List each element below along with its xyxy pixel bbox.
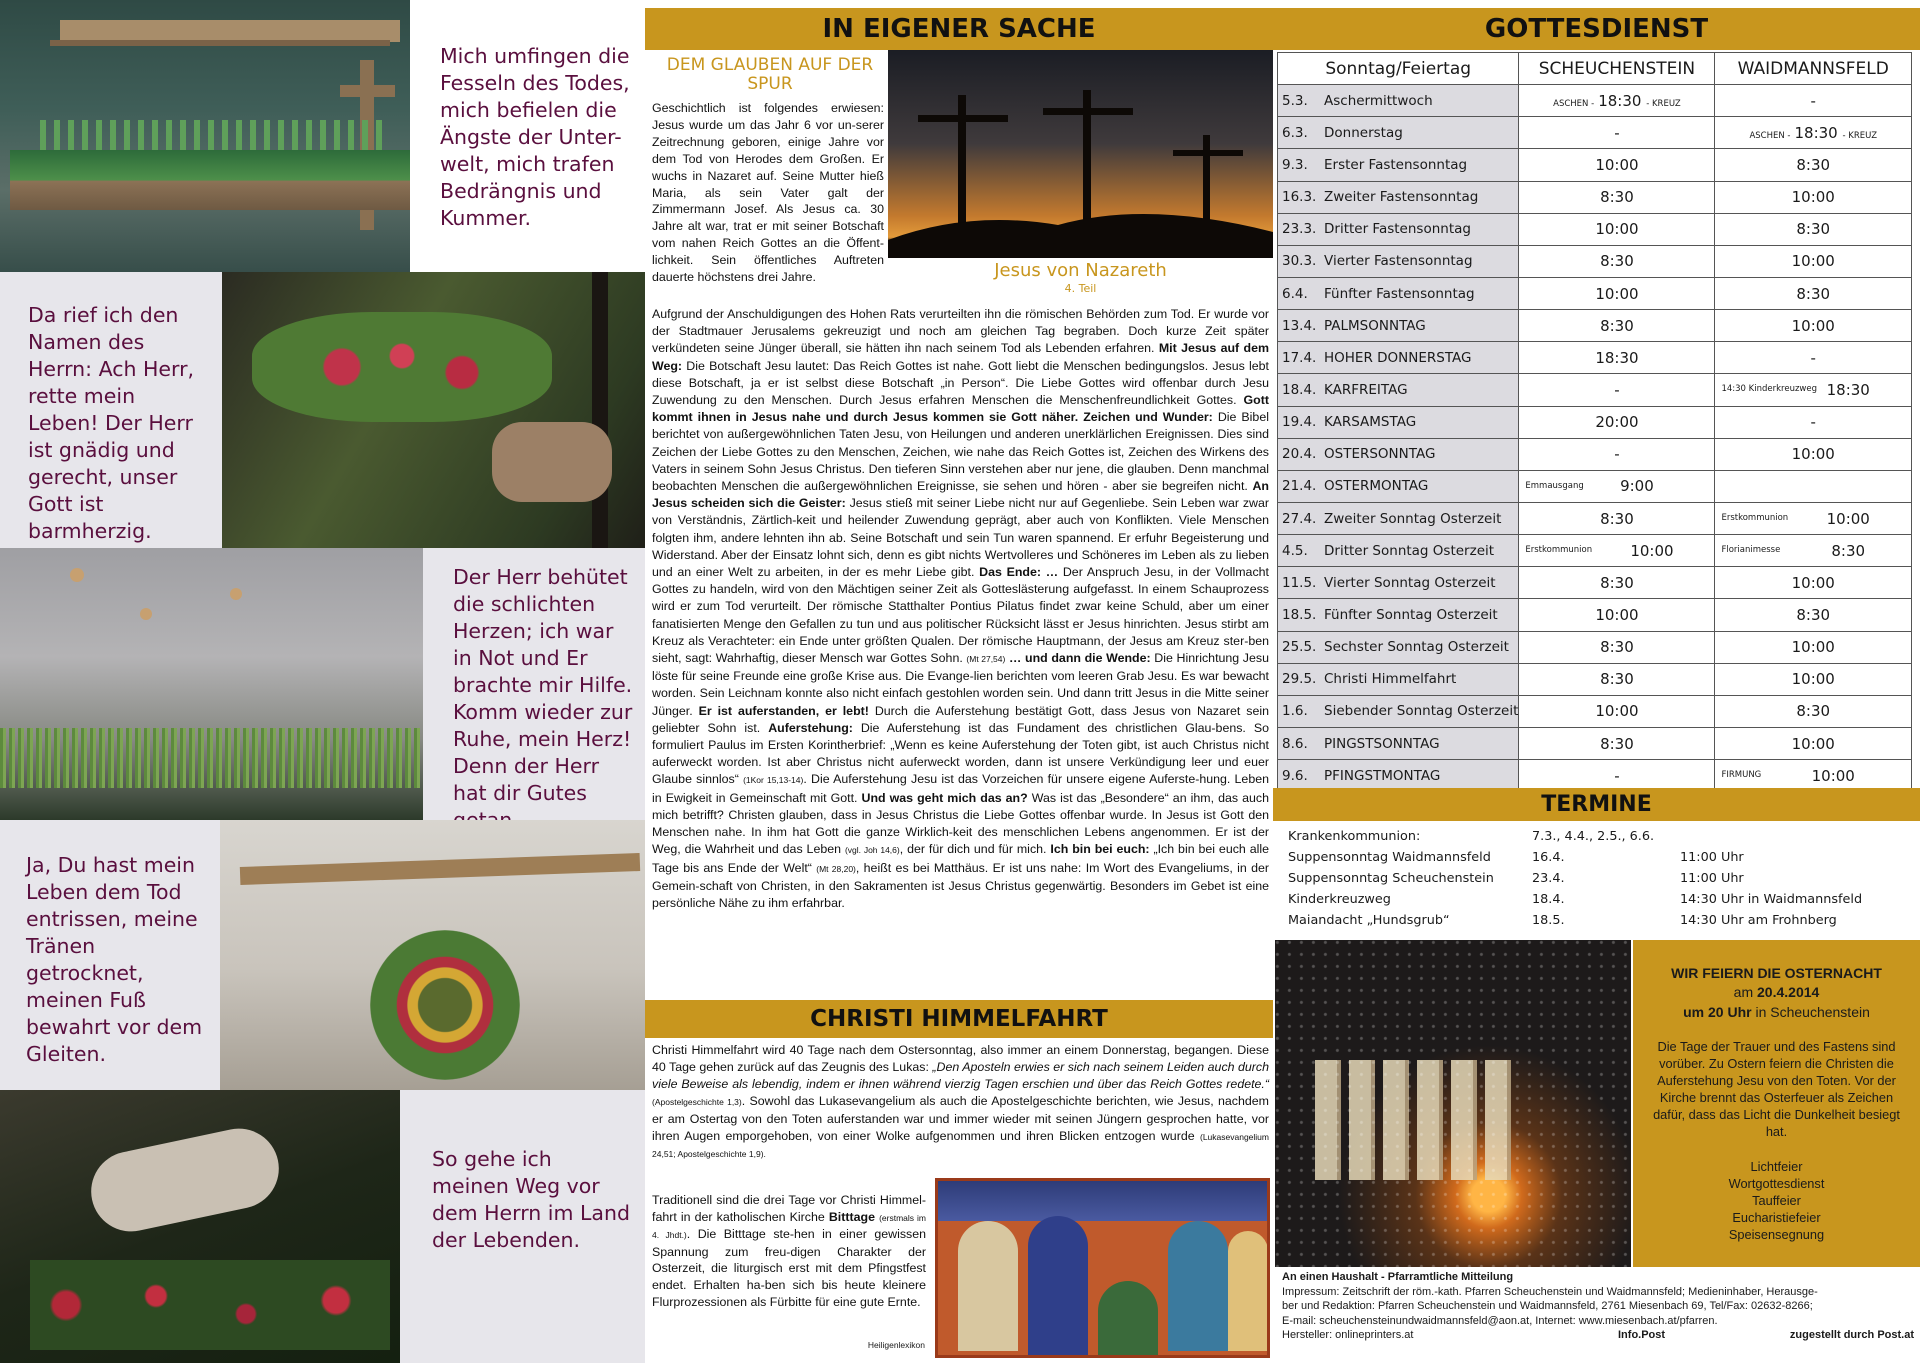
osternacht-list-item: Wortgottesdienst: [1728, 1176, 1825, 1191]
schedule-scheuchenstein: [1519, 470, 1715, 502]
schedule-s-time: 8:30: [1600, 316, 1634, 335]
schedule-w-time: 8:30: [1796, 220, 1831, 239]
schedule-s-time: 18:30: [1595, 348, 1639, 367]
osternacht-list-item: Eucharistiefeier: [1732, 1210, 1821, 1225]
schedule-scheuchenstein: [1519, 663, 1715, 695]
schedule-date: 19.4.: [1282, 414, 1317, 431]
osternacht-am: am: [1733, 984, 1754, 1000]
image-caption-title: Jesus von Nazareth: [994, 260, 1167, 281]
schedule-s-time: 10:00: [1595, 220, 1639, 239]
photo-flower-wreath: [220, 820, 645, 1090]
schedule-scheuchenstein: [1519, 149, 1715, 181]
quote-3: [423, 548, 645, 820]
schedule-waidmannsfeld: [1715, 470, 1912, 502]
schedule-scheuchenstein: [1519, 213, 1715, 245]
schedule-name: Dritter Sonntag Osterzeit: [1324, 542, 1495, 559]
schedule-s-note: Erstkommunion: [1525, 545, 1593, 556]
schedule-w-note: Erstkommunion: [1721, 512, 1789, 523]
article-h6: … und dann die Wende:: [1009, 651, 1151, 666]
schedule-row: [1278, 342, 1912, 374]
schedule-w-time: 10:00: [1791, 316, 1835, 335]
schedule-day: [1278, 502, 1519, 534]
schedule-date: 13.4.: [1282, 317, 1317, 334]
schedule-row: [1278, 567, 1912, 599]
schedule-waidmannsfeld: [1715, 695, 1912, 727]
osternacht-date: [1633, 982, 1920, 1002]
schedule-name: Christi Himmelfahrt: [1324, 671, 1457, 688]
article-main: [652, 306, 1269, 996]
osternacht-place: in Scheuchenstein: [1755, 1004, 1870, 1020]
schedule-waidmannsfeld: [1715, 502, 1912, 534]
schedule-scheuchenstein: [1519, 245, 1715, 277]
photo-easter-fire: [1275, 940, 1631, 1267]
article-h1: Mit Jesus auf dem Weg:: [652, 341, 1269, 373]
termin-time: 14:30 Uhr am Frohnberg: [1680, 913, 1837, 928]
schedule-name: PFINGSTMONTAG: [1324, 767, 1441, 784]
himmelfahrt-ref1: (Apostelgeschichte 1,3): [652, 1096, 742, 1107]
schedule-row: [1278, 438, 1912, 470]
schedule-row: [1278, 631, 1912, 663]
article-h5: Das Ende: …: [979, 565, 1059, 580]
schedule-date: 6.4.: [1282, 285, 1308, 302]
schedule-s-time: -: [1614, 766, 1620, 785]
schedule-s-time: 10:00: [1595, 284, 1639, 303]
photo-three-crosses: [888, 50, 1273, 258]
schedule-w-time: 8:30: [1796, 284, 1831, 303]
schedule-w-time: 8:30: [1796, 155, 1831, 174]
himmelfahrt-p1: [652, 1042, 1269, 1178]
article-p10: Was ist das „Besondere“ an ihm, das auch mich betrifft? Christen glauben, dass in Jesus Christus die Liebe Gottes offenbar wurde. In Jesus ist Gott den Menschen nahe. In ihm hat Gott die ganze Wirklich-keit des menschlichen Lebens angenommen. Er ist der Weg, die Wahrheit und das Leben: [652, 790, 1269, 857]
article-p2: Die Botschaft Jesu lautet: Das Reich Gottes ist nahe. Gott liebt die Menschen bedingungslos. Jesus lebt diese Botschaft, ja er ist selbst diese Botschaft „in Person“. Die Liebe Gottes wird offenbar durch Jesu Zuwendung zu den Menschen. Durch Jesus erfahren Menschen die Menschenfreundlichkeit Gottes.: [652, 358, 1269, 408]
schedule-s-time: 8:30: [1600, 670, 1634, 689]
schedule-day: [1278, 213, 1519, 245]
schedule-scheuchenstein: [1519, 599, 1715, 631]
schedule-date: 25.5.: [1282, 639, 1317, 656]
schedule-s-time: -: [1614, 123, 1620, 142]
schedule-w-time: 8:30: [1796, 605, 1831, 624]
article-intro: [652, 100, 884, 306]
schedule-day: [1278, 406, 1519, 438]
schedule-waidmannsfeld: [1715, 342, 1912, 374]
schedule-waidmannsfeld: [1715, 310, 1912, 342]
schedule-row: [1278, 181, 1912, 213]
schedule-w-time: 8:30: [1831, 541, 1866, 560]
schedule-w-note: 14:30 Kinderkreuzweg: [1721, 384, 1817, 395]
quote-5-text: So gehe ich meinen Weg vor dem Herrn im Land der Lebenden.: [432, 1147, 630, 1252]
quote-5: [400, 1090, 645, 1363]
article-p11: , der für dich und für mich.: [899, 842, 1047, 857]
termin-time: 11:00 Uhr: [1680, 850, 1744, 865]
schedule-day: [1278, 149, 1519, 181]
schedule-name: Dritter Fastensonntag: [1324, 221, 1471, 238]
article-p3: Die Bibel berichtet von außergewöhnlichen Taten Jesu, von Heilungen und anderen unerklärlichen Ereignissen. Dies sind Zeichen der Liebe Gottes zu den Menschen, Zeichen, wie nahe das Reich Gottes ist, Zeichen des Wirkens des Vaters in seinem Sohn Jesus Christus. Den tieferen Sinn verstehen aber nur jene, die glauben. Denn manchmal beobachten Menschen die außergewöhnlichen Ereignisse, sie sehen und hören - aber sie begreifen nicht.: [652, 410, 1269, 494]
himmelfahrt-p1c: . Sowohl das Lukasevangelium als auch die Apostelgeschichte berichten, wie Jesus, nachdem er am Ostertag von den Toten auferstanden war und immer wieder mit seinen Jüngern gesprochen hatte, vor ihren Augen emporgehoben, von einer Wolke aufgenommen und ihren Blicken entzogen wurde: [652, 1093, 1269, 1143]
schedule-w-time: 18:30: [1794, 123, 1838, 142]
schedule-row: [1278, 374, 1912, 406]
schedule-scheuchenstein: [1519, 567, 1715, 599]
schedule-row: [1278, 695, 1912, 727]
schedule-name: PALMSONNTAG: [1324, 317, 1426, 334]
schedule-name: Zweiter Fastensonntag: [1324, 189, 1479, 206]
schedule-s-time: -: [1614, 380, 1620, 399]
schedule-name: Zweiter Sonntag Osterzeit: [1324, 510, 1502, 527]
termin-date: 18.5.: [1532, 913, 1565, 928]
schedule-date: 16.3.: [1282, 189, 1317, 206]
schedule-scheuchenstein: [1519, 695, 1715, 727]
article-p12: „Ich bin bei euch alle Tage bis ans Ende der Welt“: [652, 842, 1270, 875]
himmelfahrt-source: Heiligenlexikon: [867, 1340, 925, 1350]
himmelfahrt-p1b: „Den Aposteln erwies er sich nach seinem Leiden auch durch viele Beweise als lebendig, indem er ihnen während vierzig Tagen erschien und über das Reich Gottes redete.“: [652, 1059, 1270, 1091]
schedule-date: 5.3.: [1282, 92, 1308, 109]
schedule-name: Donnerstag: [1324, 124, 1403, 141]
schedule-date: 27.4.: [1282, 510, 1317, 527]
schedule-scheuchenstein: [1519, 727, 1715, 759]
schedule-name: Fünfter Fastensonntag: [1324, 285, 1475, 302]
schedule-s-time: 8:30: [1600, 638, 1634, 657]
schedule-row: [1278, 310, 1912, 342]
schedule-s-time: 9:00: [1620, 477, 1654, 496]
termin-date: 7.3., 4.4., 2.5., 6.6.: [1532, 829, 1655, 844]
schedule-name: KARFREITAG: [1324, 381, 1408, 398]
schedule-s-post: - KREUZ: [1646, 98, 1681, 109]
schedule-waidmannsfeld: [1715, 181, 1912, 213]
article-p8: Die Auferstehung ist das Fundament des christlichen Glau-bens. So formuliert Paulus im Ersten Korintherbrief: „Wenn es keine Auferstehung der Toten gibt, ist auch Christus nicht auferweckt worden. Ist aber Christus nicht auferweckt worden, dann ist unsere Verkündigung leer und euer Glaube sinnlos“: [652, 720, 1269, 787]
schedule-row: [1278, 117, 1912, 149]
schedule-w-time: 8:30: [1796, 702, 1831, 721]
schedule-day: [1278, 438, 1519, 470]
schedule-w-time: 10:00: [1791, 445, 1835, 464]
schedule-name: PINGSTSONNTAG: [1324, 735, 1440, 752]
schedule-w-time: 10:00: [1826, 509, 1870, 528]
schedule-waidmannsfeld: [1715, 567, 1912, 599]
schedule-scheuchenstein: [1519, 342, 1715, 374]
schedule-name: Vierter Fastensonntag: [1324, 253, 1473, 270]
schedule-date: 18.4.: [1282, 381, 1317, 398]
schedule-date: 9.3.: [1282, 156, 1308, 173]
schedule-s-time: -: [1614, 445, 1620, 464]
termin-time: 11:00 Uhr: [1680, 871, 1744, 886]
schedule-scheuchenstein: [1519, 760, 1715, 792]
quote-4: [0, 820, 220, 1090]
photo-plant-frame: [0, 0, 410, 272]
article-ref2: (1Kor 15,13-14): [743, 775, 804, 786]
article-h8: Auferstehung:: [768, 720, 853, 735]
schedule-w-time: 18:30: [1826, 380, 1870, 399]
schedule-name: Sechster Sonntag Osterzeit: [1324, 639, 1509, 656]
schedule-w-time: 10:00: [1791, 573, 1835, 592]
schedule-scheuchenstein: [1519, 374, 1715, 406]
header-christi-himmelfahrt: CHRISTI HIMMELFAHRT: [645, 1000, 1273, 1038]
article-p13: , heißt es bei Matthäus. Er ist uns nahe: Im Wort des Evangeliums, in der Gemein-schaft von Christen, in den Sakramenten ist Jesus Christus gegenwärtig. Besonders im Gebet ist eine persönliche Nähe zu ihm erfahrbar.: [652, 860, 1269, 910]
osternacht-list: [1633, 1158, 1920, 1243]
schedule-scheuchenstein: [1519, 438, 1715, 470]
quote-4-text: Ja, Du hast mein Leben dem Tod entrissen, meine Tränen getrocknet, meinen Fuß bewahrt vor dem Gleiten.: [26, 853, 203, 1066]
schedule-date: 18.5.: [1282, 606, 1317, 623]
article-h3: Zeichen und Wunder:: [1083, 410, 1213, 425]
quote-2: [0, 272, 222, 548]
schedule-scheuchenstein: [1519, 117, 1715, 149]
quote-3-text: Der Herr behütet die schlichten Herzen; ich war in Not und Er brachte mir Hilfe. Komm wieder zur Ruhe, mein Herz! Denn der Herr hat dir Gutes: [453, 565, 633, 805]
article-ref3: (vgl. Joh 14,6): [844, 845, 900, 856]
schedule-date: 17.4.: [1282, 349, 1317, 366]
osternacht-text: Die Tage der Trauer und des Fastens sind vorüber. Zu Ostern feiern die Christen die Auferstehung Jesu von den Toten. Vor der Kirche brennt das Osterfeuer als Zeichen dafür, dass das Licht die Dunkelheit besiegt hat.: [1653, 1039, 1900, 1139]
schedule-name: OSTERSONNTAG: [1324, 446, 1436, 463]
schedule-w-note: Florianimesse: [1721, 545, 1781, 556]
schedule-date: 11.5.: [1282, 574, 1317, 591]
schedule-day: [1278, 245, 1519, 277]
article-p1: Aufgrund der Anschuldigungen des Hohen Rats verurteilten ihn die römischen Behörden zum Tod. Er wurde vor der Stadtmauer Jerusalems gekreuzigt und noch am gleichen Tag begraben. Doch kurze Zeit später verkündeten seine Jünger überall, sie hätten ihn nach seinem Tod als Lebenden erfahren.: [652, 307, 1269, 356]
osternacht-time: [1633, 1002, 1920, 1022]
schedule-date: 1.6.: [1282, 703, 1308, 720]
schedule-s-time: 8:30: [1600, 252, 1634, 271]
schedule-day: [1278, 181, 1519, 213]
termin-name: Krankenkommunion:: [1288, 829, 1421, 844]
schedule-scheuchenstein: [1519, 406, 1715, 438]
schedule-w-time: 10:00: [1791, 252, 1835, 271]
termin-name: Maiandacht „Hundsgrub“: [1288, 913, 1450, 928]
himmelfahrt-p2a: Traditionell sind die drei Tage vor Christi Himmel-fahrt in der katholischen Kirche: [652, 1193, 926, 1224]
schedule-w-time: 10:00: [1811, 766, 1855, 785]
schedule-name: HOHER DONNERSTAG: [1324, 349, 1472, 366]
schedule-date: 8.6.: [1282, 735, 1308, 752]
schedule-s-time: 8:30: [1600, 509, 1634, 528]
schedule-day: [1278, 277, 1519, 309]
termin-name: Suppensonntag Waidmannsfeld: [1288, 850, 1491, 865]
schedule-s-time: 8:30: [1600, 188, 1634, 207]
osternacht-title: WIR FEIERN DIE OSTERNACHT: [1671, 965, 1882, 981]
schedule-day: [1278, 727, 1519, 759]
schedule-s-note: Emmausgang: [1525, 480, 1584, 491]
schedule-row: [1278, 727, 1912, 759]
himmelfahrt-ref3: (erstmals im 4. Jhdt.): [652, 1212, 927, 1241]
schedule-date: 29.5.: [1282, 671, 1317, 688]
schedule-name: Fünfter Sonntag Osterzeit: [1324, 606, 1498, 623]
schedule-s-time: 10:00: [1595, 702, 1639, 721]
schedule-scheuchenstein: [1519, 85, 1715, 117]
schedule-waidmannsfeld: [1715, 535, 1912, 567]
schedule-date: 20.4.: [1282, 446, 1317, 463]
article-intro-text: Geschichtlich ist folgendes erwiesen: Jesus wurde um das Jahr 6 vor un-serer Zeitrechnung geboren, einige Jahre vor dem Tod von Herodes dem Großen. Er wuchs in Nazaret auf. Seine Mutter hieß Maria, als sein Vater galt der Zimmermann Josef. Als Jesus ca. 30 Jahre alt war, trat er mit seiner Botschaft vom nahen Reich Gottes an die Öffent-lichkeit. Sein öffentliches Auftreten dauerte höchstens drei Jahre.: [652, 101, 884, 285]
schedule-day: [1278, 85, 1519, 117]
schedule-day: [1278, 599, 1519, 631]
schedule-s-time: 10:00: [1630, 541, 1674, 560]
impressum-l3: E-mail: scheuchensteinundwaidmannsfeld@aon.at, Internet: www.miesenbach.at/pfarren.: [1282, 1314, 1718, 1327]
termin-date: 23.4.: [1532, 871, 1565, 886]
schedule-day: [1278, 535, 1519, 567]
schedule-day: [1278, 342, 1519, 374]
termin-date: 18.4.: [1532, 892, 1565, 907]
impressum: [1282, 1270, 1916, 1343]
image-caption: [888, 260, 1273, 295]
himmelfahrt-p1a: Christi Himmelfahrt wird 40 Tage nach dem Ostersonntag, also immer an einem Donnerstag, begangen. Diese 40 Tage gehen zurück auf das Zeugnis des Lukas:: [652, 1043, 1269, 1074]
article-p9: . Die Auferstehung Jesu ist das Vorzeichen für unsere eigene Auferste-hung. Leben in Ewigkeit in Gemeinschaft mit Gott.: [652, 772, 1269, 805]
schedule-w-time: 10:00: [1791, 638, 1835, 657]
schedule-date: 23.3.: [1282, 221, 1317, 238]
schedule-scheuchenstein: [1519, 502, 1715, 534]
schedule-row: [1278, 149, 1912, 181]
schedule-scheuchenstein: [1519, 277, 1715, 309]
schedule-waidmannsfeld: [1715, 374, 1912, 406]
schedule-row: [1278, 663, 1912, 695]
impressum-post-at: zugestellt durch Post.at: [1789, 1329, 1914, 1341]
schedule-row: [1278, 213, 1912, 245]
schedule-w-time: 10:00: [1791, 734, 1835, 753]
himmelfahrt-p2: [652, 1192, 926, 1342]
article-h2: Gott kommt ihnen in Jesus nahe und durch Jesus kommen sie Gott näher.: [652, 393, 1269, 425]
schedule-waidmannsfeld: [1715, 245, 1912, 277]
impressum-title: An einen Haushalt - Pfarramtliche Mitteilung: [1282, 1271, 1514, 1283]
schedule-waidmannsfeld: [1715, 760, 1912, 792]
schedule-waidmannsfeld: [1715, 213, 1912, 245]
schedule-row: [1278, 470, 1912, 502]
schedule-waidmannsfeld: [1715, 438, 1912, 470]
schedule-w-time: -: [1810, 91, 1816, 110]
schedule-date: 6.3.: [1282, 124, 1308, 141]
schedule-scheuchenstein: [1519, 535, 1715, 567]
schedule-day: [1278, 374, 1519, 406]
schedule-s-time: 10:00: [1595, 155, 1639, 174]
termin-name: Suppensonntag Scheuchenstein: [1288, 871, 1494, 886]
schedule-waidmannsfeld: [1715, 149, 1912, 181]
schedule-name: Aschermittwoch: [1324, 92, 1433, 109]
photo-grass-church: [0, 548, 423, 820]
schedule-date: 30.3.: [1282, 253, 1317, 270]
painting-ascension: [935, 1178, 1270, 1358]
termin-name: Kinderkreuzweg: [1288, 892, 1391, 907]
article-h9: Und was geht mich das an?: [861, 790, 1028, 805]
article-h7: Er ist auferstanden, er lebt!: [698, 703, 869, 718]
schedule-row: [1278, 277, 1912, 309]
osternacht-list-item: Tauffeier: [1752, 1193, 1801, 1208]
schedule-day: [1278, 663, 1519, 695]
schedule-waidmannsfeld: [1715, 727, 1912, 759]
schedule-s-time: 10:00: [1595, 605, 1639, 624]
schedule-waidmannsfeld: [1715, 599, 1912, 631]
termin-date: 16.4.: [1532, 850, 1565, 865]
osternacht-date-value: 20.4.2014: [1757, 984, 1820, 1000]
schedule-day: [1278, 631, 1519, 663]
crosses-silhouette-icon: [888, 50, 1273, 258]
schedule-row: [1278, 535, 1912, 567]
impressum-l4: Hersteller: onlineprinters.at: [1282, 1329, 1414, 1341]
schedule-date: 9.6.: [1282, 767, 1308, 784]
header-termine: TERMINE: [1273, 788, 1920, 821]
schedule-w-time: -: [1810, 348, 1816, 367]
article-p6: Die Hinrichtung Jesu löste für seine Freunde eine große Krise aus. Die Evange-lien berichten vom leeren Grab Jesu. Es war bewacht worden. Sein Leichnam konnte also nicht einfach gestohlen worden sein. Und dann tritt Jesus in die Mitte seiner Jünger.: [652, 651, 1269, 718]
schedule-row: [1278, 599, 1912, 631]
schedule-s-note: ASCHEN -: [1553, 98, 1595, 109]
schedule-row: [1278, 245, 1912, 277]
schedule-waidmannsfeld: [1715, 663, 1912, 695]
osternacht-box: [1633, 940, 1920, 1267]
schedule-w-time: 10:00: [1791, 188, 1835, 207]
osternacht-list-item: Speisensegnung: [1728, 1227, 1825, 1242]
schedule-scheuchenstein: [1519, 181, 1715, 213]
article-p7: Durch die Auferstehung bestätigt Gott, dass Jesus von Nazaret sein geliebter Sohn ist.: [652, 703, 1269, 735]
schedule-col-waidmannsfeld: WAIDMANNSFELD: [1715, 53, 1912, 85]
schedule-waidmannsfeld: [1715, 117, 1912, 149]
article-ref1: (Mt 27,54): [966, 654, 1006, 665]
article-h10: Ich bin bei euch:: [1050, 842, 1150, 857]
schedule-waidmannsfeld: [1715, 85, 1912, 117]
schedule-waidmannsfeld: [1715, 406, 1912, 438]
schedule-w-note: ASCHEN -: [1749, 130, 1791, 141]
osternacht-time-value: um 20 Uhr: [1683, 1004, 1752, 1020]
schedule-waidmannsfeld: [1715, 277, 1912, 309]
schedule-s-time: 20:00: [1595, 413, 1639, 432]
himmelfahrt-p2c: . Die Bitttage ste-hen in einer gewissen Spannung zum freu-digen Charakter der Osterzeit, die liturgisch erst mit dem Pfingstfest endet. Erhalten ha-ben sich bis heute kleinere Flurprozessionen als Fürbitte für eine gute Ernte.: [652, 1227, 926, 1309]
schedule-name: Vierter Sonntag Osterzeit: [1324, 574, 1496, 591]
schedule-col-day: Sonntag/Feiertag: [1278, 53, 1519, 85]
schedule-s-time: 18:30: [1598, 91, 1642, 110]
schedule-name: Erster Fastensonntag: [1324, 156, 1468, 173]
article-ref4: (Mt 28,20): [816, 863, 856, 874]
schedule-day: [1278, 117, 1519, 149]
article-h4: An Jesus scheiden sich die Geister:: [652, 479, 1269, 511]
subtitle-glauben: DEM GLAUBEN AUF DER SPUR: [666, 55, 874, 94]
termin-time: 14:30 Uhr in Waidmannsfeld: [1680, 892, 1863, 907]
impressum-l4-row: [1282, 1328, 1916, 1343]
schedule-day: [1278, 695, 1519, 727]
schedule-w-time: 10:00: [1791, 670, 1835, 689]
schedule-row: [1278, 406, 1912, 438]
osternacht-list-item: Lichtfeier: [1750, 1159, 1803, 1174]
schedule-s-time: 8:30: [1600, 573, 1634, 592]
schedule-scheuchenstein: [1519, 631, 1715, 663]
header-gottesdienst: GOTTESDIENST: [1273, 8, 1920, 50]
image-caption-sub: 4. Teil: [1064, 282, 1097, 295]
photo-jesus-tulips: [0, 1090, 400, 1363]
schedule-w-note: FIRMUNG: [1721, 770, 1762, 781]
schedule-col-scheuchenstein: SCHEUCHENSTEIN: [1519, 53, 1715, 85]
schedule-scheuchenstein: [1519, 310, 1715, 342]
schedule-day: [1278, 567, 1519, 599]
schedule-s-time: 8:30: [1600, 734, 1634, 753]
impressum-l1: Impressum: Zeitschrift der röm.-kath. Pfarren Scheuchenstein und Waidmannsfeld; Medieninhaber, Herausge-: [1282, 1285, 1818, 1298]
schedule-w-post: - KREUZ: [1842, 130, 1878, 141]
schedule-name: KARSAMSTAG: [1324, 414, 1417, 431]
himmelfahrt-p2b: Bitttage: [828, 1209, 875, 1224]
schedule-w-time: -: [1810, 413, 1816, 432]
schedule-day: [1278, 310, 1519, 342]
schedule-date: 21.4.: [1282, 478, 1317, 495]
schedule-day: [1278, 760, 1519, 792]
himmelfahrt-ref2: (Lukasevangelium 24,51; Apostelgeschichte 1,9).: [652, 1131, 1269, 1160]
quote-1-text: Mich umfingen die Fesseln des Todes, mich befielen die Ängste der Unter-welt, mich trafen Bedrängnis und Kummer.: [440, 44, 630, 230]
schedule-table: [1277, 52, 1912, 792]
impressum-info-post: Info.Post: [1618, 1329, 1666, 1341]
schedule-header-row: [1278, 53, 1912, 85]
schedule-day: [1278, 470, 1519, 502]
photo-tulips-cross: [222, 272, 645, 548]
schedule-name: Siebender Sonntag Osterzeit: [1324, 703, 1519, 720]
impressum-l2: ber und Redaktion: Pfarren Scheuchenstein und Waidmannsfeld, 2761 Miesenbach 69, Tel/Fax: 02632-8266;: [1282, 1300, 1813, 1312]
schedule-name: OSTERMONTAG: [1324, 478, 1429, 495]
schedule-row: [1278, 760, 1912, 792]
schedule-row: [1278, 85, 1912, 117]
header-in-eigener-sache: IN EIGENER SACHE: [645, 8, 1273, 50]
schedule-date: 4.5.: [1282, 542, 1308, 559]
quote-1: [428, 35, 648, 235]
schedule-waidmannsfeld: [1715, 631, 1912, 663]
quote-2-text: Da rief ich den Namen des Herrn: Ach Herr, rette mein Leben! Der Herr ist gnädig und gerecht, unser Gott ist barmherzig.: [28, 303, 195, 543]
article-p4: Jesus stieß mit seiner Liebe nicht nur auf Gegenliebe. Sein Leben war zwar von Verständnis, Zärtlich-keit und heilender Zuwendung geprägt, aber auch von Konflikten. Viele Menschen folgten ihm, andere lehnten ihn ab. Seine Botschaft und sein Tun waren spannend. Er erfuhr Begeisterung und Widerstand. Aber der Einsatz lohnt sich, denn es gibt nichts Wertvolleres und Schöneres im Leben als zu lieben und an einer Welt zu arbeiten, in der es mehr Liebe gibt.: [652, 496, 1270, 580]
article-p5: Der Anspruch Jesu, in der Vollmacht Gottes zu handeln, wird von den Mächtigen seiner Zeit als Gotteslästerung aufgefasst. In einem Schauprozess wird er zum Tod verurteilt. Der römische Statthalter Pontius Pilatus findet zwar keine Schuld, aber um einer fanatisierten Menge den Gefallen zu tun und aus politischer Rücksicht lässt er Jesus hinrichten. Jesus stirbt am Kreuz als Verachteter: ein Ende unter größten Qualen. Der römische Hauptmann, der Jesus am Kreuz ster-ben sieht, sagt: Wahrhaftig, dieser Mensch war Gottes Sohn.: [652, 565, 1269, 666]
schedule-row: [1278, 502, 1912, 534]
